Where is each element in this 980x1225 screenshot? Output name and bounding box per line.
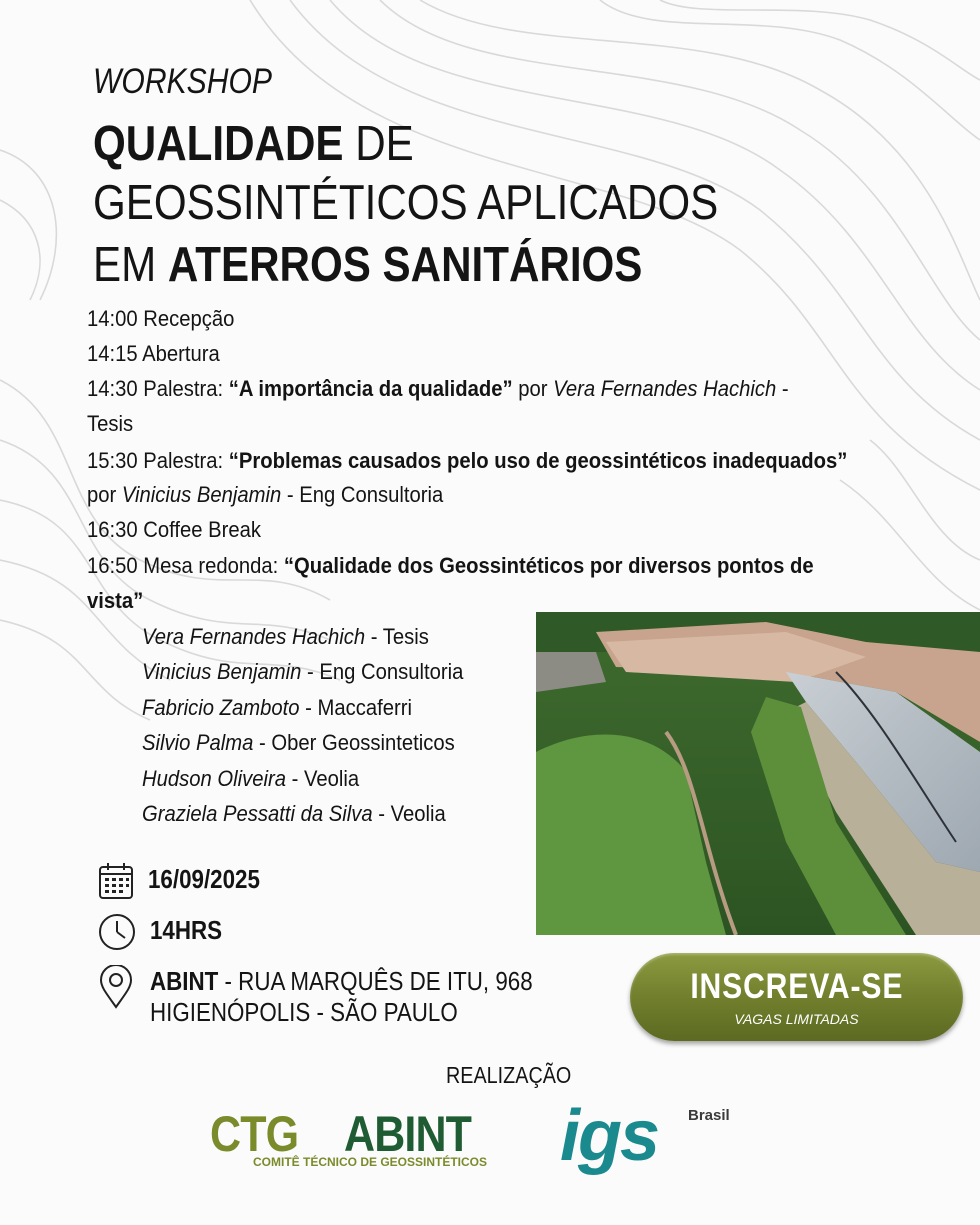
venue-name: ABINT — [150, 966, 219, 996]
location-pin-icon — [98, 965, 134, 1001]
panel-member: Hudson Oliveira - Veolia — [142, 766, 360, 791]
title-line-3 — [93, 238, 732, 292]
register-button-label: INSCREVA-SE — [690, 967, 903, 1006]
panel-member: Fabricio Zamboto - Maccaferri — [142, 695, 412, 720]
abint-logo: ABINT — [344, 1106, 472, 1162]
schedule-item-opening: 14:15 Abertura — [87, 341, 220, 366]
landfill-aerial-photo — [536, 612, 980, 935]
title-line-2: GEOSSINTÉTICOS APLICADOS — [93, 176, 719, 230]
schedule-item-talk-1-org: Tesis — [87, 411, 134, 436]
title-bold-aterros: ATERROS SANITÁRIOS — [167, 238, 643, 292]
schedule-item-roundtable: 16:50 Mesa redonda: “Qualidade dos Geossintéticos por diversos pontos de — [87, 553, 814, 578]
title-line-1 — [93, 117, 466, 171]
schedule-item-talk-2-speaker: por Vinicius Benjamin - Eng Consultoria — [87, 482, 444, 507]
schedule-item-coffee-break: 16:30 Coffee Break — [87, 517, 262, 542]
organizers-label: REALIZAÇÃO — [446, 1062, 572, 1088]
title-bold-qualidade: QUALIDADE — [93, 117, 344, 171]
register-button[interactable] — [630, 953, 963, 1041]
register-button-sublabel: VAGAS LIMITADAS — [734, 1011, 859, 1027]
panel-member: Vinicius Benjamin - Eng Consultoria — [142, 659, 464, 684]
title-de: DE — [343, 117, 414, 171]
event-time: 14HRS — [150, 915, 223, 945]
title-em: EM — [93, 238, 168, 292]
event-date: 16/09/2025 — [148, 864, 260, 894]
event-address-line-2: HIGIENÓPOLIS - SÃO PAULO — [150, 997, 458, 1027]
panel-member: Graziela Pessatti da Silva - Veolia — [142, 801, 446, 826]
schedule-item-talk-2: 15:30 Palestra: “Problemas causados pelo uso de geossintéticos inadequados” — [87, 448, 848, 473]
clock-icon — [98, 913, 134, 949]
abint-logo-subtitle: COMITÊ TÉCNICO DE GEOSSINTÉTICOS — [252, 1155, 488, 1169]
workshop-eyebrow: WORKSHOP — [93, 62, 272, 101]
igs-logo: igs — [560, 1096, 659, 1176]
schedule-item-talk-1: 14:30 Palestra: “A importância da qualidade” por Vera Fernandes Hachich - — [87, 376, 789, 401]
schedule-item-reception: 14:00 Recepção — [87, 306, 235, 331]
calendar-icon — [98, 862, 134, 898]
ctg-logo: CTG — [210, 1106, 299, 1162]
panel-member: Silvio Palma - Ober Geossinteticos — [142, 730, 455, 755]
igs-logo-country: Brasil — [688, 1107, 730, 1124]
schedule-item-roundtable-cont: vista” — [87, 588, 144, 613]
event-address-line-1: ABINT - RUA MARQUÊS DE ITU, 968 — [150, 966, 533, 996]
panel-member: Vera Fernandes Hachich - Tesis — [142, 624, 429, 649]
